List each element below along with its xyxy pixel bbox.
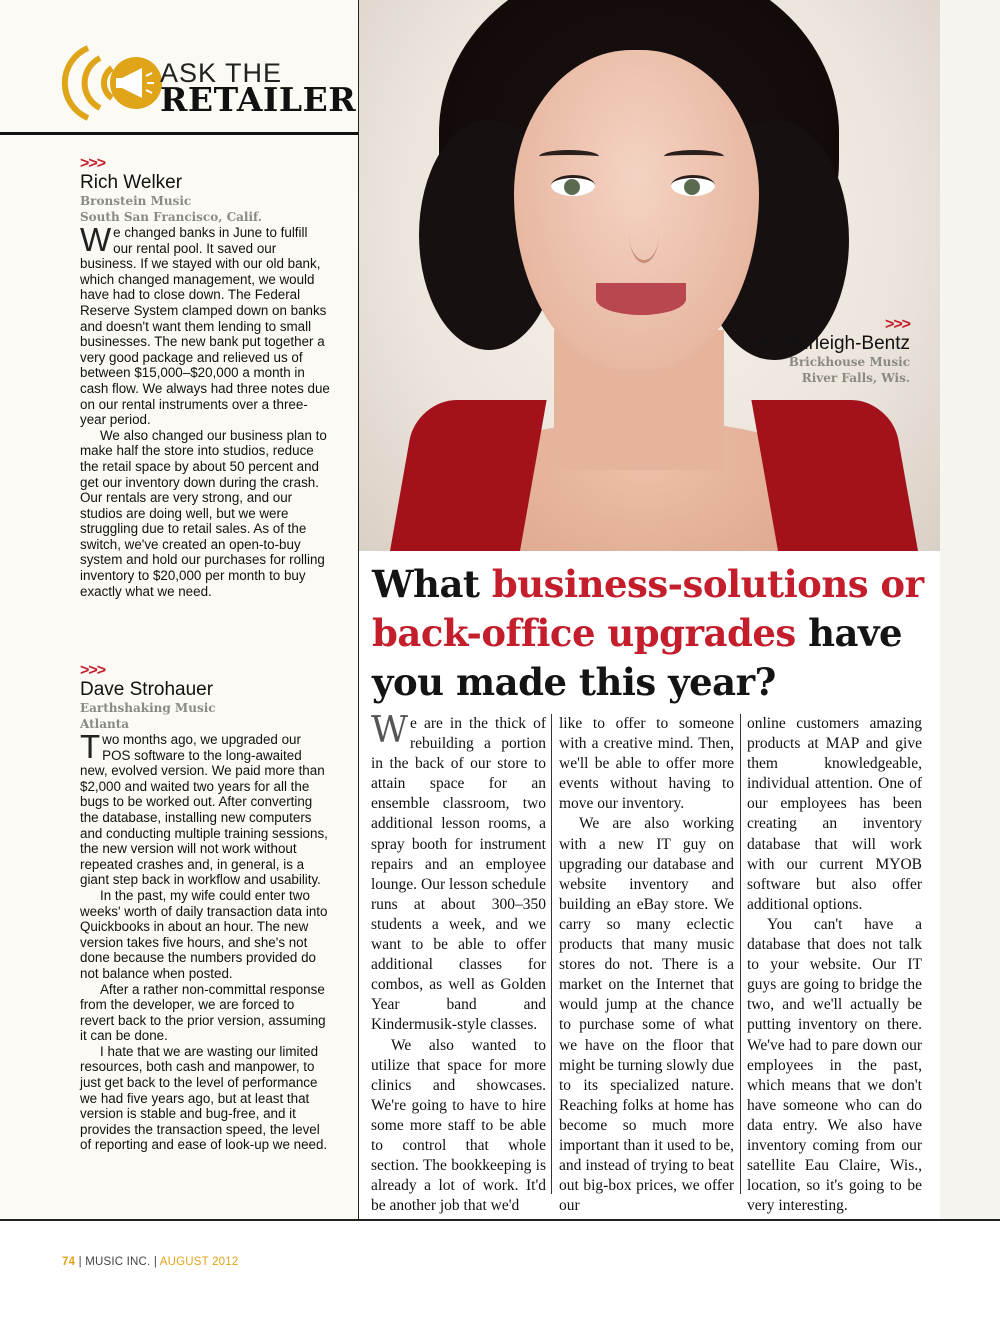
featured-retailer-caption [749, 316, 910, 386]
question-headline: What business-solutions or back-office upgrades have you made this year? [372, 562, 924, 704]
retailer-entry-1 [80, 155, 330, 599]
retailer-store: Bronstein Music [80, 194, 192, 208]
retailer-entry-2 [80, 662, 330, 1153]
column-rule [740, 714, 741, 1194]
logo-line2: RETAILER [160, 80, 357, 119]
page-footer: 74 | MUSIC INC. | AUGUST 2012 [62, 1256, 239, 1268]
retailer-location: Atlanta [80, 717, 130, 731]
magazine-name: MUSIC INC. [85, 1256, 151, 1268]
retailer-answer: We changed banks in June to fulfill our rental pool. It saved our business. If we stayed with our old bank, which changed management, we would have had to close down. The Federal Reserve System clamped down on banks and doesn't want them lending to small businesses. The new bank put together a very good package and relieved us of between $15,000–$20,000 a month in cash flow. We always had three notes due on our rental instruments over a three-year period. We also changed our business plan to make half the store into studios, reduce the retail space by about 50 percent and get our inventory down during the crash. Our rentals are very strong, and our studios are doing well, but we were struggling due to retail sales. As of the switch, we've created an open-to-buy system and hold our purchases for rolling inventory to $20,000 per month to buy exactly what we need. [80, 221, 330, 599]
featured-name: Jen Burleigh-Bentz [749, 333, 910, 354]
column-rule [551, 714, 552, 1194]
retailer-name: Dave Strohauer [80, 679, 214, 700]
retailer-location: South San Francisco, Calif. [80, 210, 262, 224]
retailer-name: Rich Welker [80, 172, 183, 193]
megaphone-icon [58, 38, 168, 128]
arrows-icon: >>> [80, 155, 106, 172]
featured-location: River Falls, Wis. [801, 371, 910, 385]
retailer-store: Earthshaking Music [80, 701, 216, 715]
issue-date: AUGUST 2012 [159, 1256, 239, 1268]
header-rule [0, 132, 358, 135]
arrows-icon: >>> [80, 662, 106, 679]
arrows-icon: >>> [884, 316, 910, 333]
drop-cap: T [80, 728, 101, 765]
photo-dress [381, 400, 546, 551]
featured-store: Brickhouse Music [788, 355, 910, 369]
article-column-1: We are in the thick of rebuilding a portion in the back of our store to attain space for an ensemble classroom, two additional lesson rooms, a spray booth for instrument repairs and an employee lounge. Our lesson schedule runs at about 300–350 students a week, and we want to be able to offer additional classes for combos, as well as Golden Year band and Kindermusik-style classes. We also wanted to utilize that space for more clinics and showcases. We're going to have to hire some more staff to be able to control that whole section. The bookkeeping is already a lot of work. It'd be another job that we'd [371, 710, 546, 1215]
drop-cap: W [80, 221, 112, 258]
logo-line1: ASK THE [160, 58, 283, 88]
drop-cap: W [371, 710, 409, 751]
retailer-answer: Two months ago, we upgraded our POS software to the long-awaited new, evolved version. We paid more than $2,000 and waited two years for all the bugs to be worked out. After converting the database, installing new computers and conducting multiple training sessions, the new version will not work without repeated crashes and, in general, is a giant step back in workflow and usability. In the past, my wife could enter two weeks' worth of daily transaction data into Quickbooks in about an hour. The new version takes five hours, and she's not done because the numbers provided do not balance when posted. After a rather non-committal response from the developer, we are forced to revert back to the prior version, assuming it can be done. I hate that we are wasting our limited resources, both cash and manpower, to just get back to the level of performance we had five years ago, but at least that version is stable and bug-free, and it provides the transaction speed, the level of reporting and ease of look-up we need. [80, 728, 328, 1153]
page-number: 74 [62, 1256, 76, 1268]
article-column-2: like to offer to someone with a creative mind. Then, we'll be able to offer more events without having to move our inventory. We are also working with a new IT guy on upgrading our database and website inventory and building an eBay store. We carry so many eclectic products that many music stores do not. There is a market on the Internet that would jump at the chance to purchase some of what we have on the floor that might be turning slowly due to its specialized nature. Reaching folks at home has become so much more important than it used to be, and instead of trying to beat out big-box prices, we offer our [559, 715, 734, 1215]
portrait-photo [359, 0, 940, 551]
footer-rule [0, 1219, 1000, 1221]
article-column-3: online customers amazing products at MAP and give them knowledgeable, individual attention. One of our employees has been creating an inventory database that will work with our current MYOB software but also offer additional options. You can't have a database that does not talk to your website. Our IT guys are going to bridge the two, and we'll actually be putting inventory on there. We've had to pare down our employees in the past, which means that we don't have someone who can do data entry. We also have inventory coming from our satellite Eau Claire, Wis., location, so it's going to be very interesting. [747, 715, 922, 1215]
